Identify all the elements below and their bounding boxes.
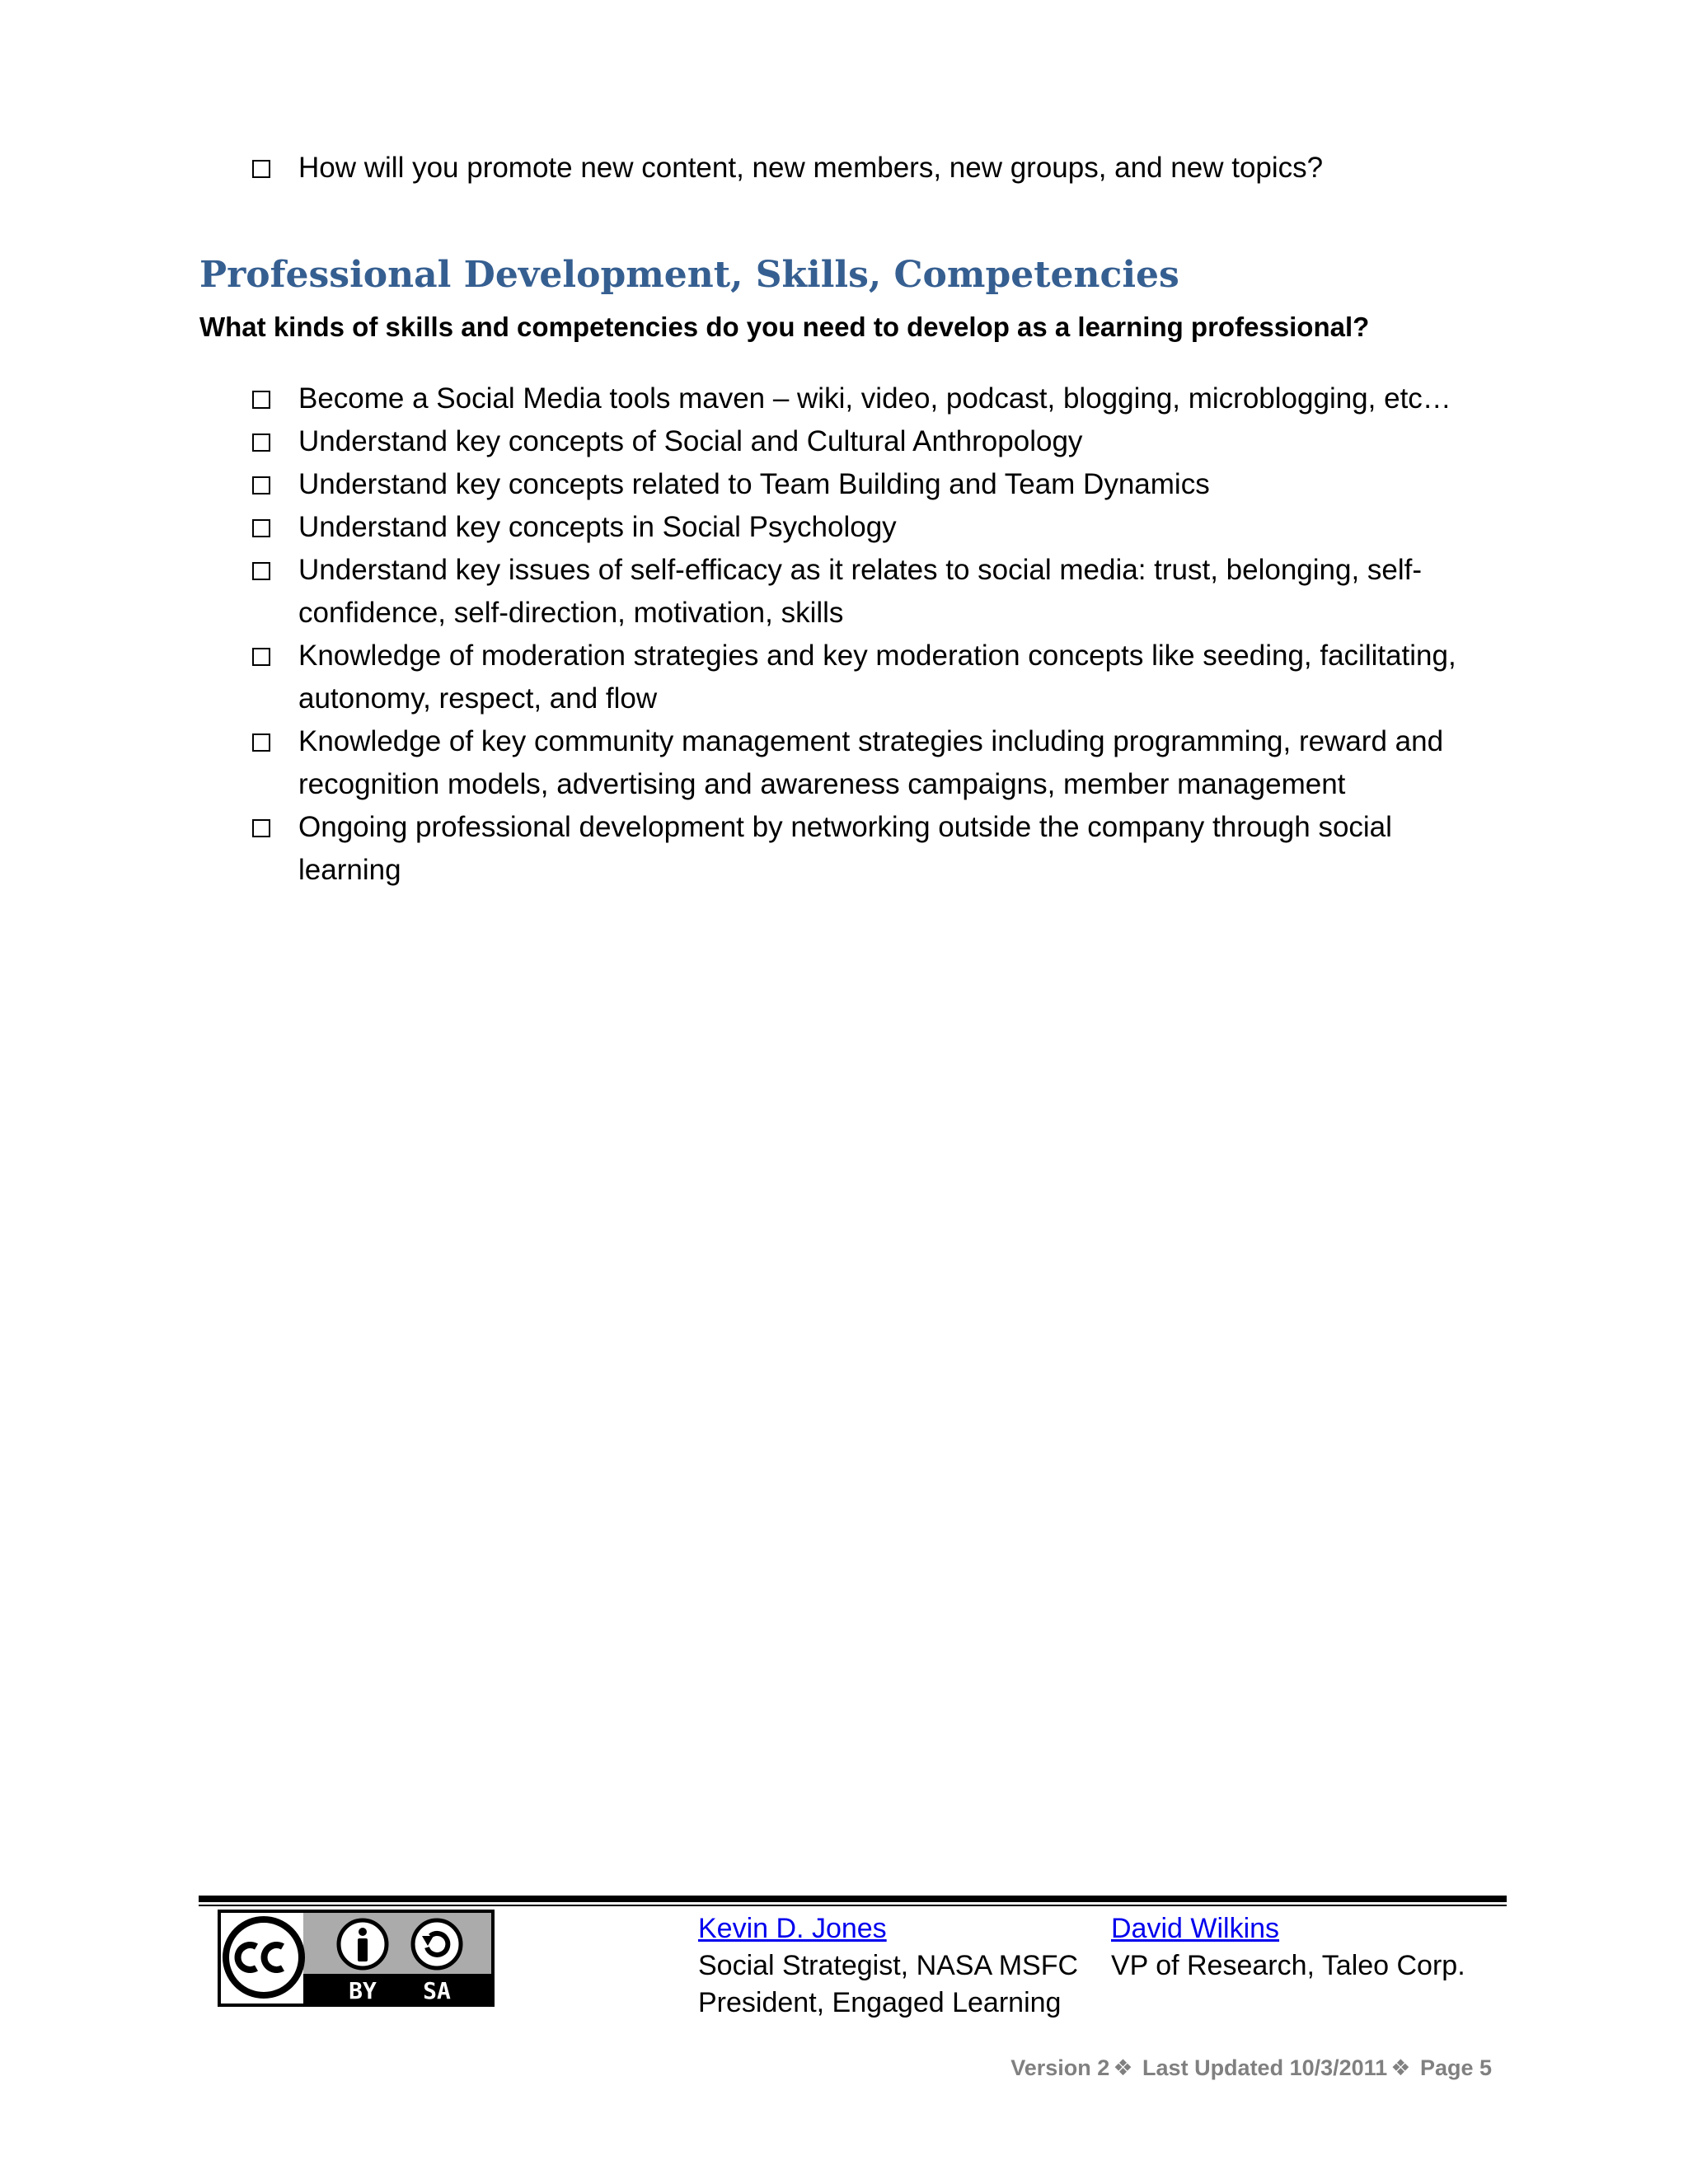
checkbox-icon[interactable]: [252, 648, 270, 666]
contact-title: VP of Research, Taleo Corp.: [1111, 1950, 1465, 1981]
checkbox-icon[interactable]: [252, 733, 270, 752]
page-number: Page 5: [1419, 2055, 1492, 2080]
checkbox-icon[interactable]: [252, 434, 270, 452]
checkbox-icon[interactable]: [252, 519, 270, 537]
section-question: What kinds of skills and competencies do you need to develop as a learning professional?: [199, 312, 1370, 342]
checkbox-icon[interactable]: [252, 160, 270, 178]
checklist-item: [251, 420, 1487, 463]
checklist-item-text: Ongoing professional development by networking outside the company through social learning: [298, 811, 1392, 886]
last-updated-label: Last Updated 10/3/2011: [1142, 2055, 1388, 2080]
checklist-item: [251, 720, 1487, 806]
checklist-item-text: Understand key concepts in Social Psychology: [298, 511, 897, 543]
checklist-item: [251, 549, 1487, 635]
share-alike-icon: [413, 1920, 461, 1968]
checklist-item-text: How will you promote new content, new members, new groups, and new topics?: [298, 152, 1324, 184]
skills-checklist: [251, 377, 1487, 892]
separator-icon: ❖: [1113, 2055, 1133, 2081]
footer-divider: [199, 1896, 1507, 1902]
cc-by-label: BY: [349, 1977, 377, 2004]
checklist-item: [251, 806, 1487, 892]
checklist-item-text: Understand key concepts related to Team Building and Team Dynamics: [298, 468, 1210, 500]
contact-kevin-jones: [698, 1910, 1078, 2022]
footer-divider-thin: [199, 1905, 1507, 1906]
checklist-item: [251, 463, 1487, 506]
checklist-item: [251, 377, 1487, 420]
attribution-icon: [339, 1920, 387, 1968]
cc-logo-icon: [226, 1919, 302, 1995]
contact-name-link[interactable]: David Wilkins: [1111, 1913, 1280, 1944]
cc-license-badge[interactable]: [218, 1910, 495, 2007]
cc-sa-label: SA: [423, 1977, 451, 2004]
checklist-item-text: Knowledge of key community management strategies including programming, reward and recognition models, advertising and awareness campaigns, member management: [298, 725, 1444, 800]
separator-icon: ❖: [1390, 2055, 1411, 2081]
checkbox-icon[interactable]: [252, 391, 270, 409]
version-footer: [1010, 2055, 1492, 2081]
checklist-item: [251, 635, 1487, 720]
contact-title: President, Engaged Learning: [698, 1987, 1062, 2018]
contact-name-link[interactable]: Kevin D. Jones: [698, 1913, 887, 1944]
checklist-item: [251, 147, 1487, 190]
contact-title: Social Strategist, NASA MSFC: [698, 1950, 1079, 1981]
checklist-item: [251, 506, 1487, 549]
section-heading: Professional Development, Skills, Competencies: [199, 254, 1179, 296]
checklist-item-text: Understand key concepts of Social and Cultural Anthropology: [298, 425, 1083, 457]
checklist-item-text: Understand key issues of self-efficacy as it relates to social media: trust, belonging, self-confidence, self-direction, motivation, skills: [298, 554, 1423, 629]
version-label: Version 2: [1010, 2055, 1110, 2080]
checkbox-icon[interactable]: [252, 819, 270, 837]
checklist-item-text: Become a Social Media tools maven – wiki, video, podcast, blogging, microblogging, etc…: [298, 382, 1451, 415]
checkbox-icon[interactable]: [252, 562, 270, 580]
checklist-item-text: Knowledge of moderation strategies and key moderation concepts like seeding, facilitating, autonomy, respect, and flow: [298, 640, 1456, 715]
contact-david-wilkins: [1111, 1910, 1465, 1985]
top-checklist: [251, 147, 1487, 190]
checkbox-icon[interactable]: [252, 476, 270, 494]
